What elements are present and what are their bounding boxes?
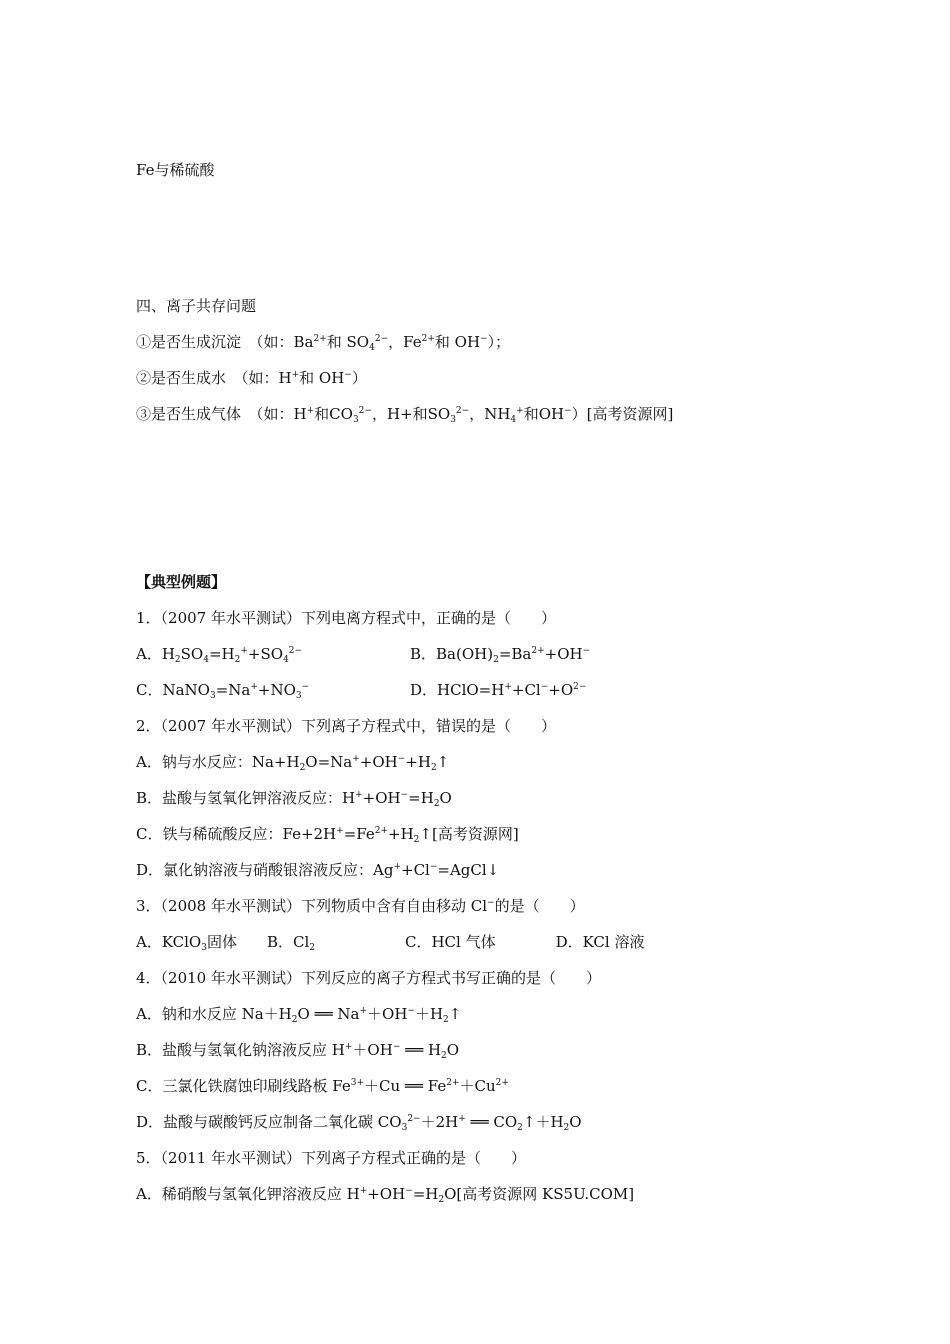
option-1d: D．$HClO=H^++Cl^-+O^{2-}$ bbox=[410, 681, 587, 699]
question-1-options-cd bbox=[136, 680, 587, 701]
option-2b: B．盐酸与氢氧化钾溶液反应：$H^++OH^-=H_2O$ bbox=[136, 789, 452, 809]
option-2a: A．钠与水反应：$Na+H_2O=Na^++OH^-+H_2↑$ bbox=[136, 753, 450, 773]
option-4a: A．钠和水反应 $Na+H_2O$ ══ $Na^++OH^-+H_2↑$ bbox=[136, 1005, 462, 1025]
coexist-item-gas: ③是否生成气体 （如：H+和$CO_3^{2-}$，H+和$SO_3^{2-}$，$NH_4^+$和OH−）[高考资源网] bbox=[136, 405, 674, 425]
option-5a: A．稀硝酸与氢氧化钾溶液反应 $H^++OH^-=H_2O$[高考资源网 KS5U.COM] bbox=[136, 1185, 635, 1205]
option-2d: D．氯化钠溶液与硝酸银溶液反应：Ag++Cl−=AgCl↓ bbox=[136, 861, 500, 879]
examples-heading: 【典型例题】 bbox=[136, 573, 227, 591]
option-1a: A．$H_2SO_4=H_2^++SO_4^{2-}$ bbox=[136, 645, 303, 665]
option-2c: C．铁与稀硫酸反应：$Fe+2H^+=Fe^{2+}+H_2↑$[高考资源网] bbox=[136, 825, 519, 845]
question-2: 2．（2007 年水平测试）下列离子方程式中，错误的是（ ） bbox=[136, 717, 556, 735]
option-1c: C．$NaNO_3=Na^++NO_3^-$ bbox=[136, 681, 310, 701]
coexist-item-water: ②是否生成水 （如：H+和 OH−） bbox=[136, 369, 367, 387]
option-4c: C．三氯化铁腐蚀印刷线路板 $Fe^{3+}+Cu$ ══ $Fe^{2+}+Cu^{2+}$ bbox=[136, 1077, 509, 1095]
option-4d: D．盐酸与碳酸钙反应制备二氧化碳 $CO_3^{2-}+2H^+$ ══ $CO_2↑+H_2O$ bbox=[136, 1113, 582, 1133]
question-3-options: A．KClO$_3$固体 B．$Cl_2$ C．HCl 气体 D．KCl 溶液 bbox=[136, 933, 645, 953]
option-1b: B．$Ba(OH)_2=Ba^{2+}+OH^-$ bbox=[410, 645, 591, 665]
option-4b: B．盐酸与氢氧化钠溶液反应 H+＋OH− ══ $H_2O$ bbox=[136, 1041, 460, 1061]
question-5: 5．（2011 年水平测试）下列离子方程式正确的是（ ） bbox=[136, 1149, 526, 1167]
question-1-options-ab bbox=[136, 644, 591, 665]
fe-sulfuric-heading: Fe与稀硫酸 bbox=[136, 161, 215, 179]
question-4: 4．（2010 年水平测试）下列反应的离子方程式书写正确的是（ ） bbox=[136, 969, 601, 987]
coexist-item-precipitate: ①是否生成沉淀 （如：$Ba^{2+}$和 $SO_4^{2-}$，$Fe^{2+}$和 OH−）； bbox=[136, 333, 511, 353]
question-1: 1．（2007 年水平测试）下列电离方程式中，正确的是（ ） bbox=[136, 609, 556, 627]
question-3: 3．（2008 年水平测试）下列物质中含有自由移动 Cl−的是（ ） bbox=[136, 897, 585, 915]
section-title: 四、离子共存问题 bbox=[136, 297, 257, 315]
